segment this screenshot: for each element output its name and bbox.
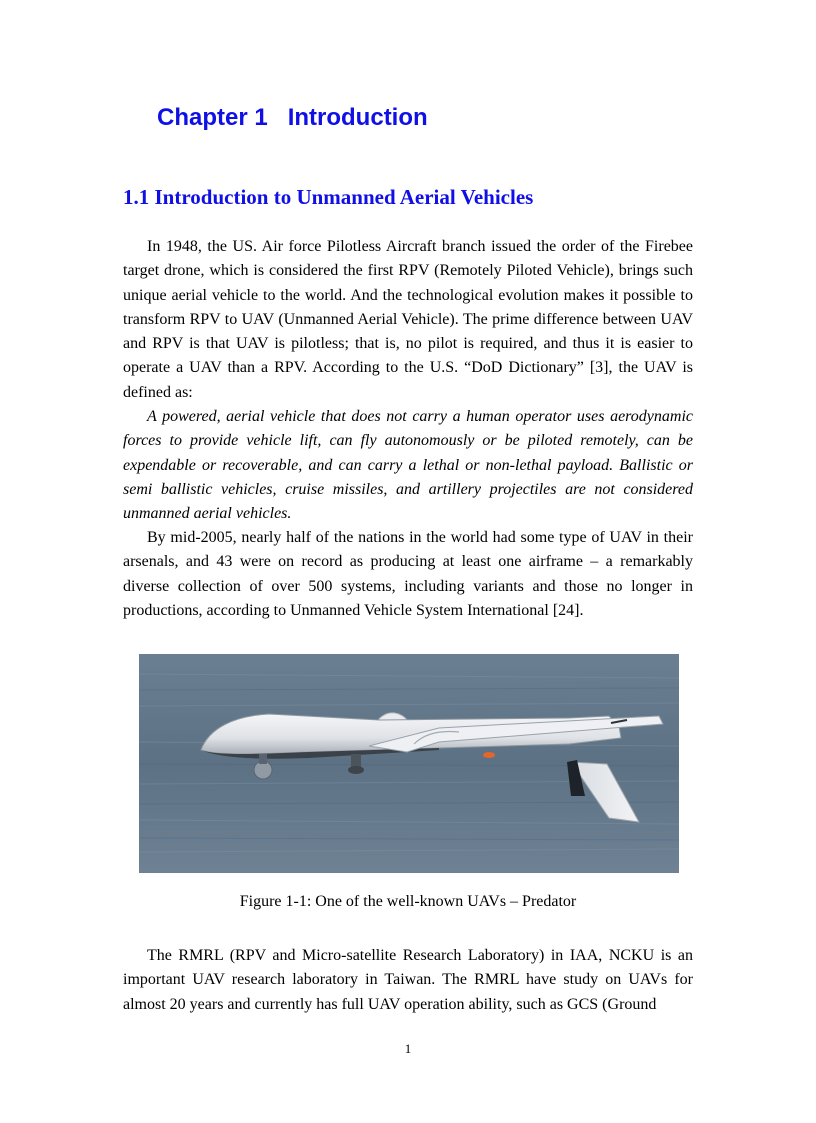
paragraph-uav-nations: By mid-2005, nearly half of the nations in the world had some type of UAV in their arsenals, and 43 were on record as producing at least one airframe – a remarkably diverse collection of over 500 systems, including variants and those no longer in productions, according to Unmanned Vehicle System International [24]. <box>123 529 693 619</box>
chapter-heading <box>157 104 428 132</box>
predator-uav-photo <box>139 654 679 873</box>
figure-caption: Figure 1-1: One of the well-known UAVs – Predator <box>239 893 577 910</box>
page-number: 1 <box>404 1041 412 1056</box>
paragraph-uav-history: In 1948, the US. Air force Pilotless Aircraft branch issued the order of the Firebee target drone, which is considered the first RPV (Remotely Piloted Vehicle), brings such unique aerial vehicle to the world. And the technological evolution makes it possible to transform RPV to UAV (Unmanned Aerial Vehicle). The prime difference between UAV and RPV is that UAV is pilotless; that is, no pilot is required, and thus it is easier to operate a UAV than a RPV. According to the U.S. “DoD Dictionary” [3], the UAV is defined as: <box>123 238 693 401</box>
section-heading: 1.1 Introduction to Unmanned Aerial Vehicles <box>123 185 534 209</box>
chapter-number: Chapter 1 <box>157 104 268 131</box>
paragraph-rmrl: The RMRL (RPV and Micro-satellite Research Laboratory) in IAA, NCKU is an important UAV research laboratory in Taiwan. The RMRL have study on UAVs for almost 20 years and currently has full UAV operation ability, such as GCS (Ground <box>123 947 693 1013</box>
uav-definition-quote: A powered, aerial vehicle that does not carry a human operator uses aerodynamic forces to provide vehicle lift, can fly autonomously or be piloted remotely, can be expendable or recoverable, and can carry a lethal or non-lethal payload. Ballistic or semi ballistic vehicles, cruise missiles, and artillery projectiles are not considered unmanned aerial vehicles. <box>123 408 693 523</box>
chapter-title: Introduction <box>287 104 428 131</box>
